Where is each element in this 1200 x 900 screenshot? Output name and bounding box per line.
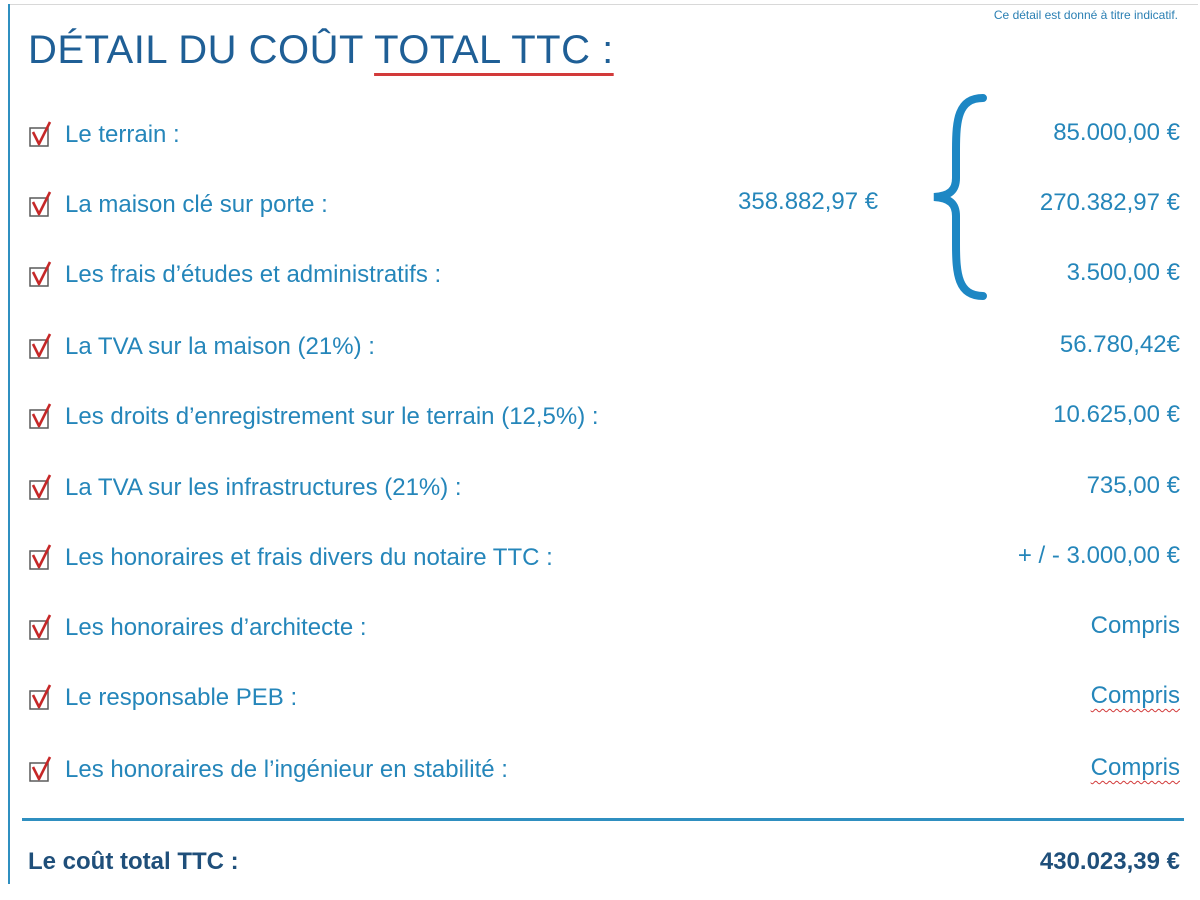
cost-value: 85.000,00 € (1053, 119, 1180, 146)
checkbox-check-icon (28, 332, 56, 360)
cost-label: Le responsable PEB : (65, 684, 298, 711)
cost-value: 56.780,42€ (1059, 331, 1180, 358)
page-title (28, 28, 614, 73)
checkbox-check-icon (28, 120, 56, 148)
cost-row-maison (28, 185, 1180, 225)
page-top-edge (8, 4, 1198, 5)
checkbox-check-icon (28, 543, 56, 571)
total-label: Le coût total TTC : (28, 848, 239, 875)
cost-row-droits-enregistrement (28, 397, 1180, 437)
cost-label: La maison clé sur porte : (65, 191, 328, 218)
checkbox-check-icon (28, 260, 56, 288)
cost-value: Compris (1090, 682, 1180, 709)
page-left-border (8, 4, 10, 884)
cost-value: 3.500,00 € (1066, 259, 1180, 286)
cost-row-frais-etudes (28, 255, 1180, 295)
cost-row-tva-infrastructures (28, 468, 1180, 508)
cost-row-notaire (28, 538, 1180, 578)
title-underlined: TOTAL TTC : (374, 28, 614, 72)
cost-value: 10.625,00 € (1053, 401, 1180, 428)
cost-label: La TVA sur les infrastructures (21%) : (65, 474, 462, 501)
cost-row-tva-maison (28, 327, 1180, 367)
cost-label: Les honoraires d’architecte : (65, 614, 367, 641)
curly-brace-icon (928, 90, 998, 305)
cost-value: 735,00 € (1086, 472, 1180, 499)
cost-label: Les honoraires et frais divers du notaire TTC : (65, 544, 553, 571)
subtotal-value: 358.882,97 € (738, 188, 879, 215)
cost-label: Le terrain : (65, 121, 180, 148)
cost-value: Compris (1090, 754, 1180, 781)
cost-value: + / - 3.000,00 € (1017, 542, 1180, 569)
cost-row-terrain (28, 115, 1180, 155)
title-prefix: DÉTAIL DU COÛT (28, 28, 375, 72)
checkbox-check-icon (28, 473, 56, 501)
cost-row-ingenieur (28, 750, 1180, 790)
cost-row-architecte (28, 608, 1180, 648)
cost-label: Les frais d’études et administratifs : (65, 261, 442, 288)
checkbox-check-icon (28, 755, 56, 783)
cost-label: Les honoraires de l’ingénieur en stabilité : (65, 756, 508, 783)
disclaimer-note: Ce détail est donné à titre indicatif. (993, 8, 1178, 22)
cost-label: La TVA sur la maison (21%) : (65, 333, 375, 360)
cost-value: 270.382,97 € (1039, 189, 1180, 216)
checkbox-check-icon (28, 683, 56, 711)
checkbox-check-icon (28, 613, 56, 641)
cost-value: Compris (1090, 612, 1180, 639)
total-divider (22, 818, 1184, 821)
total-value: 430.023,39 € (1039, 848, 1180, 875)
cost-label: Les droits d’enregistrement sur le terrain (12,5%) : (65, 403, 599, 430)
checkbox-check-icon (28, 190, 56, 218)
checkbox-check-icon (28, 402, 56, 430)
cost-row-peb (28, 678, 1180, 718)
